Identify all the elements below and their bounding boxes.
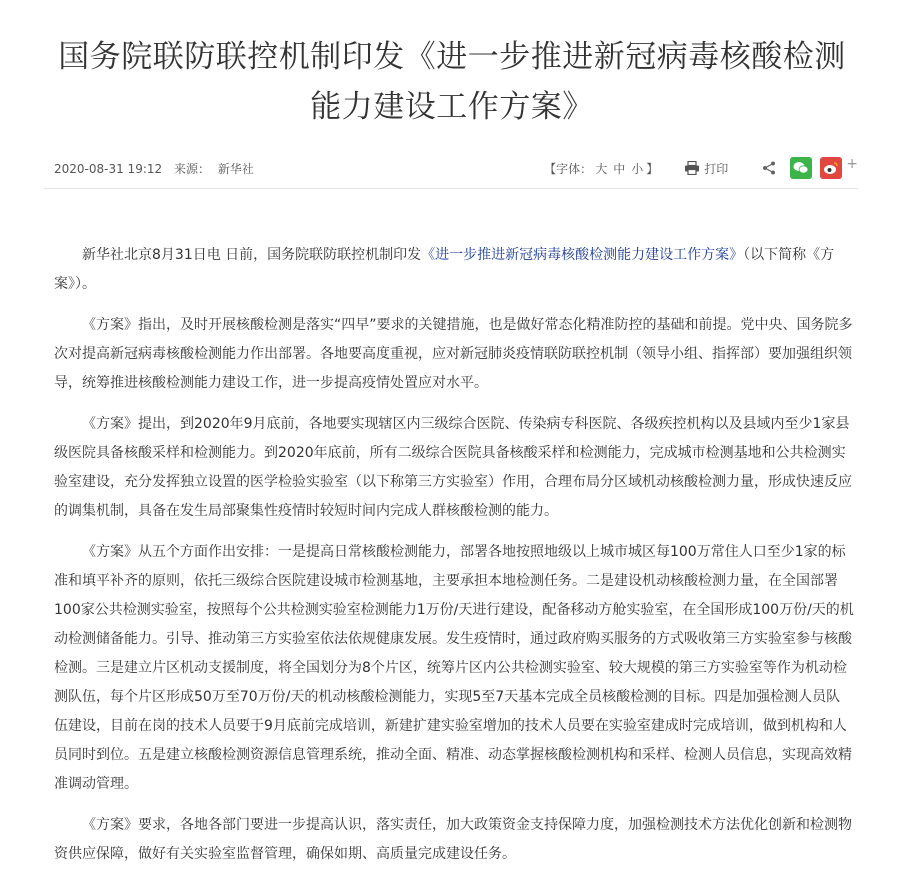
print-button[interactable] (684, 160, 728, 177)
plan-document-link[interactable]: 《进一步推进新冠病毒核酸检测能力建设工作方案》 (421, 247, 744, 263)
source-label: 来源： (173, 162, 210, 176)
plus-icon[interactable]: + (846, 156, 858, 172)
article-info (54, 160, 262, 177)
share-icon[interactable] (762, 161, 776, 175)
wechat-icon[interactable] (790, 157, 812, 179)
paragraph-5: 《方案》要求，各地各部门要进一步提高认识，落实责任，加大政策资金支持保障力度，加强检测技术方法优化创新和检测物资供应保障，做好有关实验室监督管理，确保如期、高质量完成建设任务。 (54, 817, 852, 862)
article-meta-bar (44, 152, 858, 189)
paragraph-3: 《方案》提出，到2020年9月底前，各地要实现辖区内三级综合医院、传染病专科医院、各级疾控机构以及县域内至少1家县级医院具备核酸采样和检测能力。到2020年底前，所有二级综合医院具备核酸采样和检测能力，完成城市检测基地和公共检测实验室建设，充分发挥独立设置的医学检验实验室（以下称第三方实验室）作用，合理布局分区域机动核酸检测力量，形成快速反应的调集机制，具备在发生局部聚集性疫情时较短时间内完成人群核酸检测的能力。 (54, 416, 852, 519)
article-body (54, 241, 854, 881)
print-label: 打印 (704, 161, 729, 176)
paragraph-4: 《方案》从五个方面作出安排：一是提高日常核酸检测能力，部署各地按照地级以上城市城区每100万常住人口至少1家的标准和填平补齐的原则，依托三级综合医院建设城市检测基地，主要承担本地检测任务。二是建设机动核酸检测力量，在全国部署100家公共检测实验室，按照每个公共检测实验室检测能力1万份/天进行建设，配备移动方舱实验室，在全国形成100万份/天的机动检测储备能力。引导、推动第三方实验室依法依规健康发展。发生疫情时，通过政府购买服务的方式吸收第三方实验室参与核酸检测。三是建立片区机动支援制度，将全国划分为8个片区，统筹片区内公共检测实验室、较大规模的第三方实验室等作为机动检测队伍，每个片区形成50万至70万份/天的机动核酸检测能力，实现5至7天基本完成全员核酸检测的目标。四是加强检测人员队伍建设，目前在岗的技术人员要于9月底前完成培训，新建扩建实验室增加的技术人员要在实验室建成时完成培训，做到机构和人员同时到位。五是建立核酸检测资源信息管理系统，推动全面、精准、动态掌握核酸检测机构和采样、检测人员信息，实现高效精准调动管理。 (54, 544, 854, 792)
article-toolbar (544, 156, 858, 180)
source-name: 新华社 (217, 162, 254, 176)
paragraph-1-text-end: （以下简称《方案》）。 (54, 247, 835, 292)
publish-datetime: 2020-08-31 19:12 (54, 162, 163, 176)
font-large-button[interactable]: 大 (595, 161, 608, 176)
paragraph-1-text: 新华社北京8月31日电 日前，国务院联防联控机制印发 (82, 247, 422, 263)
weibo-icon[interactable] (820, 157, 842, 179)
font-size-label-close: 】 (646, 161, 659, 176)
font-medium-button[interactable]: 中 (613, 161, 626, 176)
paragraph-2: 《方案》指出，及时开展核酸检测是落实“四早”要求的关键措施，也是做好常态化精准防控的基础和前提。党中央、国务院多次对提高新冠病毒核酸检测能力作出部署。各地要高度重视，应对新冠肺炎疫情联防联控机制（领导小组、指挥部）要加强组织领导，统筹推进核酸检测能力建设工作，进一步提高疫情处置应对水平。 (54, 317, 853, 391)
paragraph-1 (54, 241, 854, 299)
font-size-label: 【字体： (544, 161, 593, 176)
printer-icon (684, 161, 700, 175)
font-size-control (544, 160, 658, 177)
font-small-button[interactable]: 小 (631, 161, 644, 176)
article-title: 国务院联防联控机制印发《进一步推进新冠病毒核酸检测能力建设工作方案》 (58, 39, 846, 125)
